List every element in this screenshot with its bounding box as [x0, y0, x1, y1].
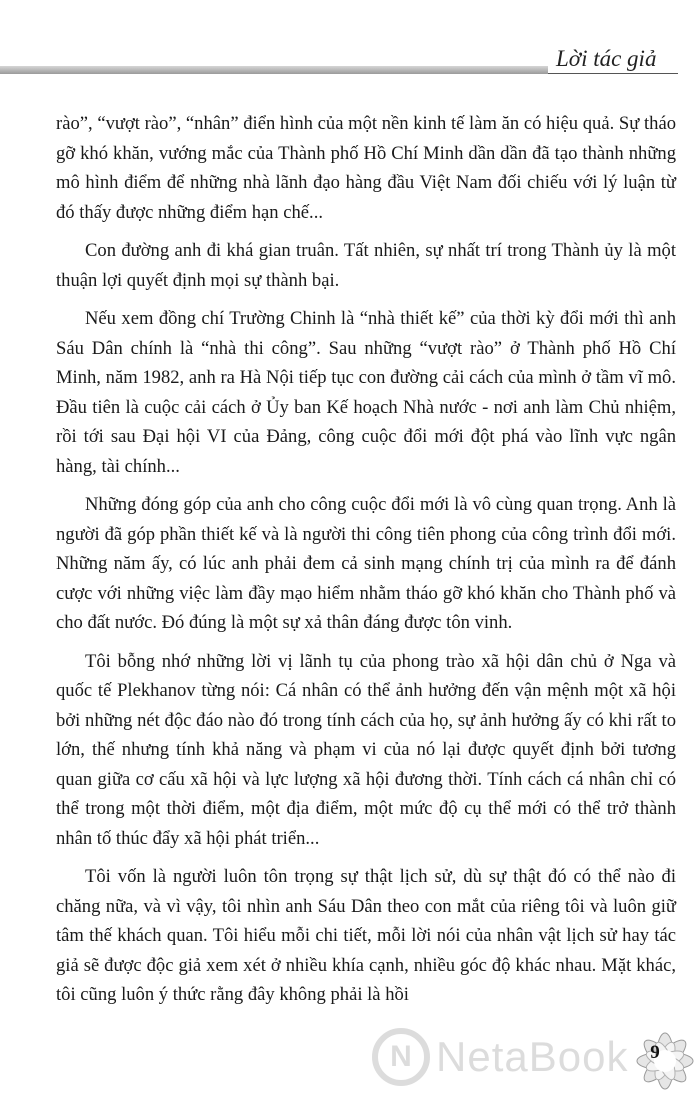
- paragraph: Tôi vốn là người luôn tôn trọng sự thật lịch sử, dù sự thật đó có thể nào đi chăng nữa, và vì vậy, tôi nhìn anh Sáu Dân theo con mắt của riêng tôi và luôn giữ tâm thế khách quan. Tôi hiểu mỗi chi tiết, mỗi lời nói của nhân vật lịch sử hay tác giả sẽ được độc giả xem xét ở nhiều khía cạnh, nhiều góc độ khác nhau. Mặt khác, tôi cũng luôn ý thức rằng đây không phải là hồi: [56, 866, 676, 1005]
- page-number: 9: [650, 1042, 660, 1063]
- paragraph: Những đóng góp của anh cho công cuộc đổi mới là vô cùng quan trọng. Anh là người đã góp phần thiết kế và là người thi công tiên phong của công trình đổi mới. Những năm ấy, có lúc anh phải đem cả sinh mạng chính trị của mình ra để đánh cược với những việc làm đầy mạo hiểm nhằm tháo gỡ khó khăn cho Thành phố và cho đất nước. Đó đúng là một sự xả thân đáng được tôn vinh.: [56, 494, 676, 633]
- watermark-brand: NetaBook: [436, 1033, 629, 1080]
- page-body: [56, 109, 676, 1019]
- header-rule-bar: [0, 66, 548, 74]
- watermark: [372, 1022, 642, 1092]
- paragraph: Nếu xem đồng chí Trường Chinh là “nhà thiết kế” của thời kỳ đổi mới thì anh Sáu Dân chính là “nhà thi công”. Sau những “vượt rào” ở Thành phố Hồ Chí Minh, năm 1982, anh ra Hà Nội tiếp tục con đường cải cách của mình ở tầm vĩ mô. Đầu tiên là cuộc cải cách ở Ủy ban Kế hoạch Nhà nước - nơi anh làm Chủ nhiệm, rồi tới sau Đại hội VI của Đảng, công cuộc đổi mới đột phá vào lĩnh vực ngân hàng, tài chính...: [56, 308, 676, 477]
- header-rule-line: [548, 73, 678, 74]
- running-header-title: Lời tác giả: [556, 46, 657, 71]
- paragraph: Tôi bỗng nhớ những lời vị lãnh tụ của phong trào xã hội dân chủ ở Nga và quốc tế Plekhanov từng nói: Cá nhân có thể ảnh hưởng đến vận mệnh một xã hội bởi những nét độc đáo nào đó trong tính cách của họ, sự ảnh hưởng ấy có khi rất to lớn, thế nhưng tính khả năng và phạm vi của nó lại được quyết định bởi tương quan giữa cơ cấu xã hội và lực lượng xã hội đương thời. Tính cách cá nhân chỉ có thể trong một thời điểm, một địa điểm, một mức độ cụ thể mới có thể trở thành nhân tố thúc đẩy xã hội phát triển...: [56, 650, 676, 849]
- watermark-logo-icon: N: [372, 1028, 430, 1086]
- paragraph: rào”, “vượt rào”, “nhân” điển hình của một nền kinh tế làm ăn có hiệu quả. Sự tháo gỡ khó khăn, vướng mắc của Thành phố Hồ Chí Minh dần dần đã tạo thành những mô hình điểm để những nhà lãnh đạo hàng đầu Việt Nam đối chiếu với lý luận từ đó thấy được những điểm hạn chế...: [56, 113, 676, 223]
- paragraph: Con đường anh đi khá gian truân. Tất nhiên, sự nhất trí trong Thành ủy là một thuận lợi quyết định mọi sự thành bại.: [56, 240, 676, 291]
